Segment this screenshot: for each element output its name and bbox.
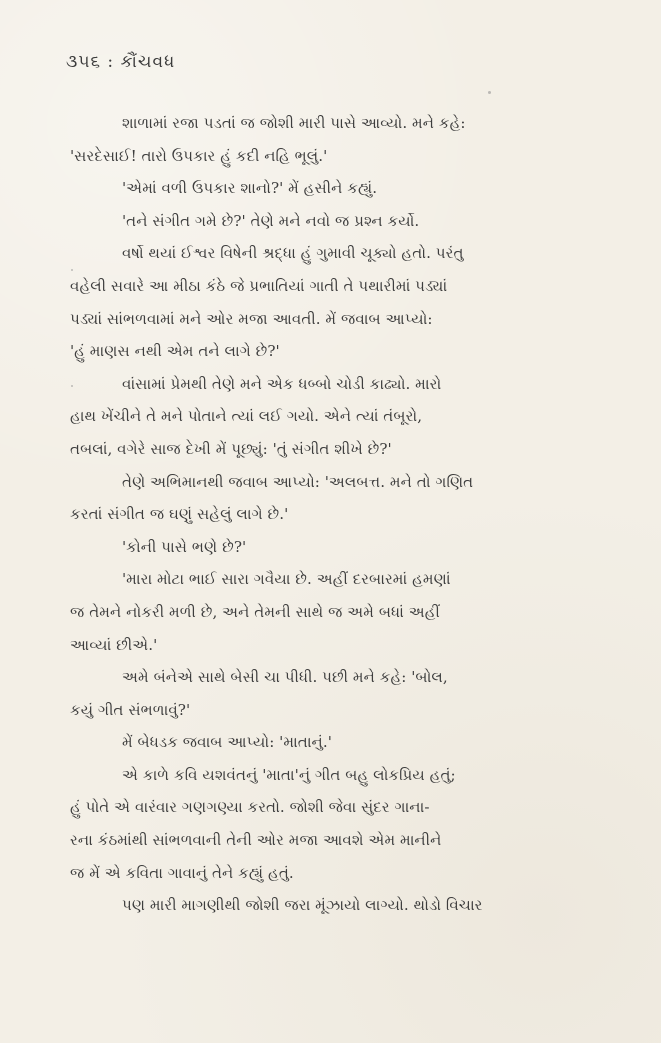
text-line: તેણે અભિમાનથી જવાબ આપ્યો: 'અલબત્ત. મને તો ગણિત: [122, 472, 474, 491]
text-line: અમે બંનેએ સાથે બેસી ચા પીધી. પછી મને કહે: 'બોલ,: [122, 668, 448, 687]
text-line: 'કોની પાસે ભણે છે?': [122, 537, 247, 556]
text-line: 'સરદેસાઈ! તારો ઉપકાર હું કદી નહિ ભૂલું.': [70, 146, 328, 165]
text-line: પડ્યાં સાંભળવામાં મને ઓર મજા આવતી. મેં જવાબ આપ્યો:: [70, 309, 433, 328]
text-line: શાળામાં રજા પડતાં જ જોશી મારી પાસે આવ્યો. મને કહે:: [122, 114, 466, 132]
text-line: કયું ગીત સંભળાવું?': [70, 700, 191, 719]
text-line: કરતાં સંગીત જ ઘણું સહેલું લાગે છે.': [70, 505, 289, 524]
paper-speck: [71, 269, 73, 271]
text-line: તબલાં, વગેરે સાજ દેખી મેં પૂછ્યું: 'તું સંગીત શીખે છે?': [70, 439, 392, 458]
text-line: રના કંઠમાંથી સાંભળવાની તેની ઓર મજા આવશે એમ માનીને: [70, 831, 442, 850]
page-header: ૩૫૬ : કૌંચવધ: [66, 52, 176, 72]
text-line: હાથ ખેંચીને તે મને પોતાને ત્યાં લઈ ગયો. એને ત્યાં તંબૂરો,: [70, 407, 423, 426]
text-line: જ તેમને નોકરી મળી છે, અને તેમની સાથે જ અમે બધાં અહીં: [70, 602, 440, 621]
text-line: 'તને સંગીત ગમે છે?' તેણે મને નવો જ પ્રશ્ન કર્યો.: [122, 211, 420, 230]
paper-speck: [71, 385, 73, 387]
text-line: 'હું માણસ નથી એમ તને લાગે છે?': [70, 342, 280, 361]
text-line: એ કાળે કવિ યશવંતનું 'માતા'નું ગીત બહુ લોકપ્રિય હતું;: [122, 765, 456, 784]
text-line: 'એમાં વળી ઉપકાર શાનો?' મેં હસીને કહ્યું.: [122, 179, 378, 198]
text-line: વહેલી સવારે આ મીઠા કંઠે જે પ્રભાતિયાં ગાતી તે પથારીમાં પડ્યાં: [70, 276, 448, 295]
text-line: હું પોતે એ વારંવાર ગણગણ્યા કરતો. જોશી જેવા સુંદર ગાના-: [70, 798, 430, 817]
text-line: પણ મારી માગણીથી જોશી જરા મૂંઝાયો લાગ્યો. થોડો વિચાર: [122, 896, 483, 915]
text-line: 'મારા મોટા ભાઈ સારા ગવૈયા છે. અહીં દરબારમાં હમણાં: [122, 570, 451, 589]
body-text: [70, 107, 600, 922]
text-line: વાંસામાં પ્રેમથી તેણે મને એક ધબ્બો ચોડી કાઢ્યો. મારો: [122, 374, 442, 393]
text-line: આવ્યાં છીએ.': [70, 635, 158, 654]
text-line: વર્ષો થયાં ઈશ્વર વિષેની શ્રદ્ધા હું ગુમાવી ચૂક્યો હતો. પરંતુ: [122, 244, 464, 263]
text-line: મેં બેધડક જવાબ આપ્યો: 'માતાનું.': [122, 733, 332, 752]
paper-speck: [488, 91, 491, 94]
text-line: જ મેં એ કવિતા ગાવાનું તેને કહ્યું હતું.: [70, 863, 294, 882]
